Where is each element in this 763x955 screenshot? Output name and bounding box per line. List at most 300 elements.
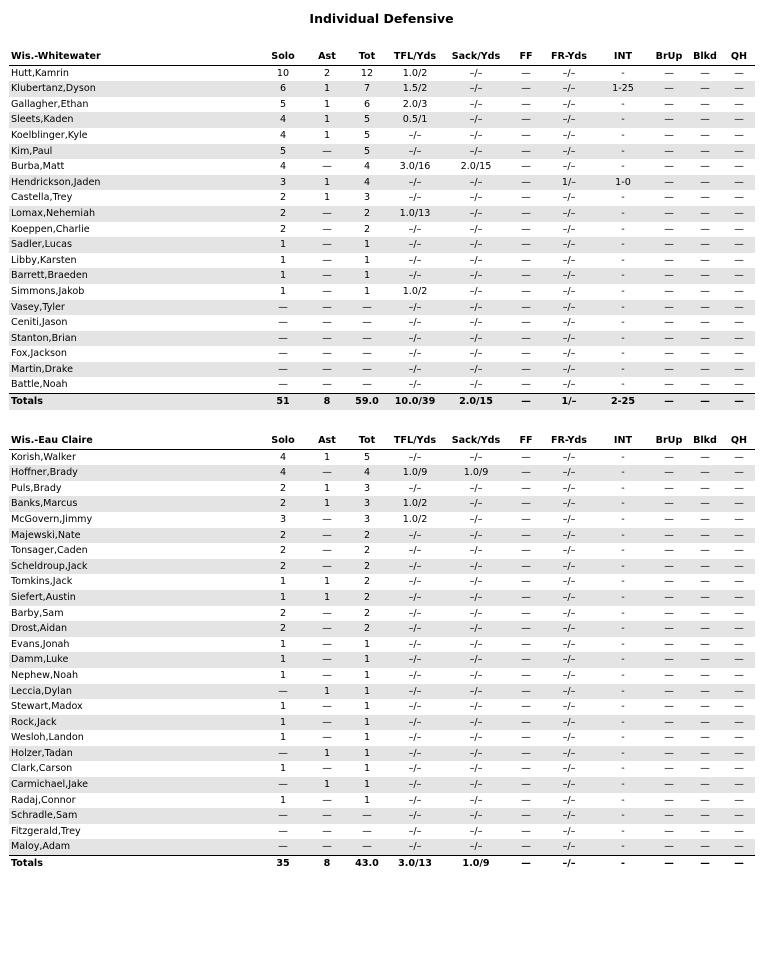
player-name: Martin,Drake — [9, 362, 259, 378]
table-row — [9, 793, 755, 809]
stat-cell: 1 — [279, 254, 287, 266]
stat-cell: — — [687, 268, 723, 284]
stat-cell: — — [521, 317, 531, 329]
stat-cell: — — [307, 268, 347, 284]
table-row — [9, 496, 755, 512]
stat-cell: — — [322, 379, 332, 391]
stat-cell: — — [509, 144, 543, 160]
stat-cell: — — [723, 746, 755, 762]
column-header: Solo — [271, 51, 295, 62]
stat-cell: 2 — [347, 559, 387, 575]
stat-cell: 1 — [307, 684, 347, 700]
stat-cell: –/– — [408, 763, 422, 775]
player-name: Carmichael,Jake — [9, 777, 259, 793]
stat-cell: — — [664, 192, 674, 204]
stat-cell: — — [687, 362, 723, 378]
stat-cell: –/– — [408, 669, 422, 681]
stat-cell: 1.0/9 — [443, 465, 509, 481]
totals-row — [9, 394, 755, 410]
stat-cell: — — [664, 161, 674, 173]
stat-cell: — — [734, 98, 744, 110]
stat-cell: 1 — [363, 285, 371, 297]
column-header: FR-Yds — [550, 51, 588, 62]
stat-cell: –/– — [543, 590, 595, 606]
player-name: Holzer,Tadan — [9, 746, 259, 762]
stat-cell: –/– — [543, 331, 595, 347]
stat-cell: - — [621, 513, 625, 525]
player-name: Nephew,Noah — [11, 669, 79, 681]
stat-cell: — — [664, 513, 674, 525]
table-row — [9, 715, 755, 731]
stat-cell: — — [509, 839, 543, 855]
table-row — [9, 699, 755, 715]
stat-cell: — — [664, 348, 674, 360]
stat-cell: - — [621, 482, 625, 494]
stat-cell: — — [322, 285, 332, 297]
player-name: Wesloh,Landon — [11, 732, 84, 744]
stat-cell: — — [651, 746, 687, 762]
totals-row — [9, 856, 755, 872]
stat-cell: - — [595, 715, 651, 731]
stat-cell: — — [521, 482, 531, 494]
stat-cell: — — [664, 794, 674, 806]
table-row — [9, 284, 755, 300]
stat-cell: — — [723, 652, 755, 668]
stat-cell: 1 — [307, 496, 347, 512]
player-name: Rock,Jack — [9, 715, 259, 731]
stat-cell: — — [687, 746, 723, 762]
stat-cell: - — [595, 331, 651, 347]
stat-cell: –/– — [543, 81, 595, 97]
stat-cell: — — [347, 300, 387, 316]
stat-cell: - — [595, 144, 651, 160]
stat-cell: –/– — [562, 98, 576, 110]
stat-cell: — — [687, 496, 723, 512]
stat-cell: 1 — [307, 746, 347, 762]
stat-cell: 1 — [259, 268, 307, 284]
stat-cell: 3.0/16 — [399, 161, 431, 173]
table-row — [9, 808, 755, 824]
stat-cell: — — [278, 825, 288, 837]
stat-cell: 2 — [347, 206, 387, 222]
stat-cell: — — [734, 161, 744, 173]
stat-cell: –/– — [543, 684, 595, 700]
total-cell: 2.0/15 — [443, 394, 509, 410]
stat-cell: 6 — [363, 98, 371, 110]
stat-cell: 1.0/2 — [387, 496, 443, 512]
stat-cell: — — [687, 777, 723, 793]
stat-cell: –/– — [469, 285, 483, 297]
stat-cell: — — [700, 254, 710, 266]
stat-cell: - — [595, 652, 651, 668]
stat-cell: — — [723, 684, 755, 700]
player-name: Radaj,Connor — [11, 794, 76, 806]
stat-cell: — — [651, 684, 687, 700]
stat-cell: –/– — [387, 839, 443, 855]
stat-cell: — — [664, 576, 674, 588]
stat-cell: –/– — [443, 652, 509, 668]
stat-cell: — — [521, 161, 531, 173]
total-cell: — — [651, 394, 687, 410]
stat-cell: — — [509, 621, 543, 637]
stat-cell: –/– — [543, 528, 595, 544]
stat-cell: 2.0/15 — [460, 161, 492, 173]
table-row — [9, 222, 755, 238]
stat-cell: — — [509, 206, 543, 222]
stat-cell: –/– — [443, 112, 509, 128]
stat-cell: — — [278, 379, 288, 391]
stat-cell: - — [595, 362, 651, 378]
stat-cell: 1-25 — [595, 81, 651, 97]
table-row — [9, 65, 755, 81]
stat-cell: — — [651, 81, 687, 97]
stat-cell: — — [521, 576, 531, 588]
table-row — [9, 190, 755, 206]
stat-cell: — — [651, 112, 687, 128]
stat-cell: — — [700, 513, 710, 525]
stat-cell: –/– — [387, 684, 443, 700]
column-header: INT — [613, 435, 633, 446]
stat-cell: — — [521, 98, 531, 110]
stat-cell: — — [509, 175, 543, 191]
stat-cell: 1 — [259, 237, 307, 253]
stat-cell: — — [734, 451, 744, 463]
stat-cell: — — [307, 144, 347, 160]
stat-cell: –/– — [543, 496, 595, 512]
stat-cell: –/– — [562, 223, 576, 235]
stat-cell: — — [362, 379, 372, 391]
stat-cell: — — [700, 669, 710, 681]
stat-cell: –/– — [387, 777, 443, 793]
stat-cell: - — [621, 285, 625, 297]
stat-cell: 1.0/2 — [402, 67, 428, 79]
stat-cell: –/– — [562, 701, 576, 713]
column-header: Tot — [358, 435, 376, 446]
stat-cell: - — [595, 684, 651, 700]
stat-cell: 1 — [363, 669, 371, 681]
player-name: Tomkins,Jack — [11, 576, 73, 588]
stat-cell: - — [595, 746, 651, 762]
stat-cell: — — [687, 300, 723, 316]
stat-cell: — — [700, 161, 710, 173]
stat-cell: — — [651, 715, 687, 731]
stat-cell: –/– — [562, 192, 576, 204]
stat-cell: –/– — [562, 763, 576, 775]
stat-cell: –/– — [387, 559, 443, 575]
stat-cell: –/– — [387, 300, 443, 316]
stat-cell: 7 — [347, 81, 387, 97]
stat-cell: — — [509, 746, 543, 762]
stat-cell: –/– — [562, 129, 576, 141]
stat-cell: — — [700, 794, 710, 806]
stat-cell: - — [621, 701, 625, 713]
stat-cell: — — [687, 465, 723, 481]
stat-cell: –/– — [387, 746, 443, 762]
stat-cell: –/– — [387, 268, 443, 284]
stat-cell: 1 — [347, 237, 387, 253]
stat-cell: — — [734, 348, 744, 360]
stat-cell: –/– — [543, 777, 595, 793]
stat-cell: — — [687, 81, 723, 97]
stat-cell: — — [307, 839, 347, 855]
stat-cell: - — [595, 839, 651, 855]
stat-cell: –/– — [443, 559, 509, 575]
table-row — [9, 159, 755, 175]
stat-cell: 3 — [259, 175, 307, 191]
stat-cell: — — [521, 129, 531, 141]
table-row — [9, 621, 755, 637]
stat-cell: –/– — [562, 254, 576, 266]
table-row — [9, 668, 755, 684]
stat-cell: — — [664, 317, 674, 329]
stat-cell: — — [687, 808, 723, 824]
stat-cell: –/– — [408, 317, 422, 329]
stat-cell: - — [595, 112, 651, 128]
stat-cell: — — [307, 331, 347, 347]
stat-cell: –/– — [443, 268, 509, 284]
column-header: QH — [730, 435, 748, 446]
stat-cell: — — [723, 362, 755, 378]
stat-cell: — — [259, 300, 307, 316]
player-name: Leccia,Dylan — [9, 684, 259, 700]
stat-cell: –/– — [408, 607, 422, 619]
column-header: Blkd — [693, 435, 717, 446]
stat-cell: 1 — [279, 638, 287, 650]
stat-cell: - — [621, 317, 625, 329]
stat-cell: 2.0/3 — [402, 98, 428, 110]
stat-cell: –/– — [408, 129, 422, 141]
stat-cell: — — [723, 808, 755, 824]
table-row — [9, 590, 755, 606]
stat-cell: –/– — [408, 482, 422, 494]
stat-cell: - — [595, 206, 651, 222]
stat-cell: — — [734, 317, 744, 329]
stat-cell: — — [700, 451, 710, 463]
stat-cell: — — [362, 348, 372, 360]
stat-cell: 3 — [279, 513, 287, 525]
stat-cell: — — [723, 144, 755, 160]
stat-cell: — — [651, 652, 687, 668]
player-name: Burba,Matt — [11, 161, 65, 173]
stat-cell: 10 — [276, 67, 290, 79]
stat-cell: — — [259, 746, 307, 762]
stat-cell: — — [521, 192, 531, 204]
total-cell: — — [687, 856, 723, 872]
stat-cell: –/– — [408, 638, 422, 650]
stat-cell: — — [521, 451, 531, 463]
stat-cell: –/– — [469, 67, 483, 79]
stat-cell: –/– — [543, 300, 595, 316]
stat-cell: –/– — [443, 237, 509, 253]
stat-cell: — — [259, 684, 307, 700]
table-row — [9, 559, 755, 575]
table-row — [9, 449, 755, 465]
stat-cell: 4 — [259, 112, 307, 128]
total-cell: 35 — [259, 856, 307, 872]
total-cell: 1.0/9 — [443, 856, 509, 872]
stat-cell: - — [595, 496, 651, 512]
table-row — [9, 465, 755, 481]
stat-cell: — — [651, 528, 687, 544]
stat-cell: — — [734, 254, 744, 266]
player-name: Barby,Sam — [11, 607, 64, 619]
stat-cell: — — [509, 300, 543, 316]
stat-cell: 3 — [363, 192, 371, 204]
stat-cell: –/– — [543, 652, 595, 668]
stat-cell: — — [307, 808, 347, 824]
column-header: FR-Yds — [550, 435, 588, 446]
stat-cell: 1 — [279, 794, 287, 806]
table-row — [9, 824, 755, 840]
stat-cell: — — [687, 590, 723, 606]
stat-cell: - — [621, 129, 625, 141]
stat-cell: –/– — [408, 825, 422, 837]
stat-cell: — — [521, 513, 531, 525]
stat-cell: — — [651, 621, 687, 637]
player-name: Clark,Carson — [11, 763, 73, 775]
stat-cell: 2 — [259, 206, 307, 222]
stat-cell: — — [322, 161, 332, 173]
stat-cell: - — [621, 67, 625, 79]
player-name: Libby,Karsten — [11, 254, 77, 266]
stat-cell: — — [651, 839, 687, 855]
stat-cell: –/– — [469, 701, 483, 713]
stat-cell: –/– — [562, 669, 576, 681]
stat-cell: –/– — [387, 528, 443, 544]
stat-cell: — — [723, 81, 755, 97]
stat-cell: 1 — [347, 715, 387, 731]
stat-cell: — — [687, 331, 723, 347]
stat-cell: - — [595, 300, 651, 316]
stat-cell: — — [687, 112, 723, 128]
column-header: TFL/Yds — [393, 51, 437, 62]
stat-cell: 1 — [307, 590, 347, 606]
stat-cell: 3 — [363, 513, 371, 525]
total-cell: — — [723, 856, 755, 872]
player-name: Koeppen,Charlie — [11, 223, 90, 235]
stat-cell: — — [723, 839, 755, 855]
stat-cell: — — [521, 223, 531, 235]
stat-cell: — — [521, 254, 531, 266]
stat-cell: 3 — [347, 496, 387, 512]
stat-cell: 1 — [347, 777, 387, 793]
stat-cell: — — [700, 763, 710, 775]
stat-cell: –/– — [443, 175, 509, 191]
stat-cell: - — [621, 638, 625, 650]
stat-cell: — — [347, 839, 387, 855]
stat-cell: - — [621, 794, 625, 806]
stat-cell: 1 — [279, 285, 287, 297]
stat-cell: — — [734, 482, 744, 494]
stat-cell: — — [307, 559, 347, 575]
stat-cell: — — [322, 545, 332, 557]
stat-cell: 1 — [363, 763, 371, 775]
stat-cell: 12 — [360, 67, 374, 79]
stat-cell: — — [723, 715, 755, 731]
stat-cell: –/– — [543, 559, 595, 575]
stat-cell: 2 — [363, 607, 371, 619]
stat-cell: –/– — [469, 576, 483, 588]
stat-cell: — — [322, 513, 332, 525]
stat-cell: — — [259, 362, 307, 378]
table-row — [9, 839, 755, 855]
stat-cell: — — [664, 98, 674, 110]
stat-cell: - — [621, 545, 625, 557]
stat-cell: — — [700, 701, 710, 713]
stat-cell: –/– — [387, 362, 443, 378]
player-name: Maloy,Adam — [9, 839, 259, 855]
column-header: FF — [519, 435, 533, 446]
stat-cell: –/– — [562, 67, 576, 79]
table-row — [9, 175, 755, 191]
stat-cell: — — [509, 590, 543, 606]
table-row — [9, 652, 755, 668]
table-row — [9, 97, 755, 113]
table-row — [9, 268, 755, 284]
stat-cell: –/– — [469, 192, 483, 204]
column-header: Tot — [358, 51, 376, 62]
stat-cell: — — [734, 701, 744, 713]
stat-cell: — — [307, 300, 347, 316]
total-cell: — — [651, 856, 687, 872]
stat-cell: — — [734, 223, 744, 235]
stat-cell: –/– — [543, 112, 595, 128]
table-row — [9, 300, 755, 316]
stat-cell: 2 — [323, 67, 331, 79]
stat-cell: –/– — [443, 684, 509, 700]
column-header: Sack/Yds — [451, 51, 501, 62]
stat-cell: — — [700, 192, 710, 204]
stat-cell: — — [509, 331, 543, 347]
stat-cell: 2 — [259, 528, 307, 544]
stat-cell: –/– — [562, 161, 576, 173]
stat-cell: 2 — [363, 576, 371, 588]
stat-cell: — — [734, 794, 744, 806]
player-name: Sleets,Kaden — [9, 112, 259, 128]
stat-cell: — — [259, 777, 307, 793]
stat-cell: — — [347, 331, 387, 347]
stat-cell: 4 — [279, 451, 287, 463]
stat-cell: –/– — [562, 576, 576, 588]
stat-cell: –/– — [562, 825, 576, 837]
stat-cell: — — [734, 67, 744, 79]
stat-cell: — — [509, 528, 543, 544]
stat-cell: 1.0/2 — [402, 513, 428, 525]
stat-cell: –/– — [562, 545, 576, 557]
player-name: Drost,Aidan — [9, 621, 259, 637]
stat-cell: — — [521, 701, 531, 713]
stat-cell: — — [664, 638, 674, 650]
stat-cell: — — [521, 794, 531, 806]
stat-cell: 1 — [259, 652, 307, 668]
player-name: Majewski,Nate — [9, 528, 259, 544]
stat-cell: - — [595, 268, 651, 284]
stat-cell: 2 — [279, 223, 287, 235]
column-header: QH — [730, 51, 748, 62]
stat-cell: — — [521, 607, 531, 619]
stat-cell: — — [664, 732, 674, 744]
total-cell: — — [509, 856, 543, 872]
stat-cell: — — [734, 285, 744, 297]
stat-cell: –/– — [387, 331, 443, 347]
total-cell: — — [509, 394, 543, 410]
stat-cell: 1 — [323, 98, 331, 110]
stat-cell: — — [700, 348, 710, 360]
stat-cell: –/– — [543, 746, 595, 762]
stat-cell: — — [521, 669, 531, 681]
stat-cell: –/– — [387, 175, 443, 191]
stat-cell: — — [664, 67, 674, 79]
